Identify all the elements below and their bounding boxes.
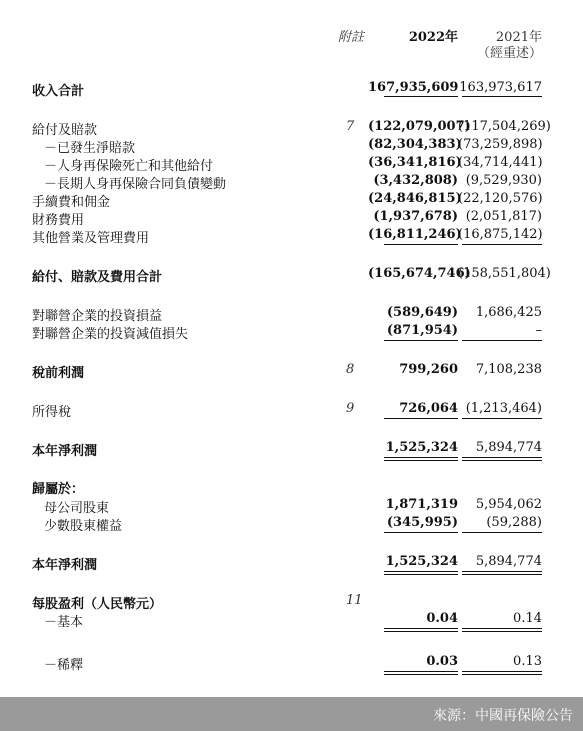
value-2022: (36,341,816)	[368, 155, 462, 170]
value-2021: (1,213,464)	[465, 401, 542, 416]
row-label: 對聯營企業的投資減值損失	[32, 327, 189, 342]
statement-row	[0, 362, 583, 380]
value-2022: 726,064	[399, 401, 458, 416]
value-2022: (82,304,383)	[368, 137, 462, 152]
statement-row	[0, 305, 583, 323]
value-2022: 0.04	[426, 611, 458, 626]
value-2022: (1,937,678)	[373, 209, 458, 224]
statement-row	[0, 266, 583, 284]
row-note: 9	[346, 401, 355, 416]
statement-row	[0, 478, 583, 496]
value-2021: 5,954,062	[475, 497, 542, 512]
value-2022: 799,260	[399, 362, 458, 377]
statement-row	[0, 173, 583, 191]
value-2022: 167,935,609	[368, 80, 459, 95]
row-label: 本年淨利潤	[32, 558, 98, 573]
value-2022: (589,649)	[386, 305, 458, 320]
value-2022: 1,525,324	[385, 554, 458, 569]
row-label: 收入合計	[32, 84, 85, 99]
row-note: 7	[346, 119, 355, 134]
value-2021: (22,120,576)	[458, 191, 543, 206]
row-label: －稀釋	[44, 658, 84, 673]
value-2022: (871,954)	[386, 323, 458, 338]
row-label: 給付及賠款	[32, 123, 98, 138]
row-label: 手續費和佣金	[32, 195, 111, 210]
value-2021: 7,108,238	[475, 362, 542, 377]
value-2022: (345,995)	[386, 515, 458, 530]
row-label: 本年淨利潤	[32, 444, 98, 459]
statement-row	[0, 137, 583, 155]
value-2021: (9,529,930)	[465, 173, 542, 188]
year-2021-header: 2021年	[495, 30, 542, 45]
value-2021: 5,894,774	[475, 440, 542, 455]
statement-row	[0, 497, 583, 515]
value-2022: 0.03	[426, 654, 458, 669]
row-label: 所得稅	[32, 405, 72, 420]
value-2022: 1,525,324	[385, 440, 458, 455]
statement-row	[0, 227, 583, 245]
double-underline	[462, 671, 542, 675]
row-label: －人身再保險死亡和其他給付	[44, 159, 214, 174]
year-2022-header: 2022年	[408, 30, 458, 45]
note-column-header: 附註	[338, 30, 365, 45]
value-2021: (59,288)	[486, 515, 542, 530]
value-2021: 1,686,425	[475, 305, 542, 320]
value-2021: (16,875,142)	[458, 227, 543, 242]
double-underline	[384, 457, 458, 461]
value-2022: (24,846,815)	[368, 191, 462, 206]
value-2022: 1,871,319	[385, 497, 458, 512]
value-2021: 0.13	[513, 654, 542, 669]
statement-row	[0, 155, 583, 173]
value-2021: (2,051,817)	[465, 209, 542, 224]
underline	[384, 418, 458, 419]
underline	[462, 418, 542, 419]
double-underline	[462, 457, 542, 461]
value-2021: (34,714,441)	[458, 155, 543, 170]
row-label: 歸屬於：	[32, 482, 85, 497]
row-label: －長期人身再保險合同負債變動	[44, 177, 227, 192]
row-label: －基本	[44, 615, 84, 630]
statement-row	[0, 654, 583, 672]
underline	[462, 532, 542, 533]
row-label: 母公司股東	[44, 501, 110, 516]
double-underline	[384, 671, 458, 675]
statement-row	[0, 191, 583, 209]
underline	[384, 340, 458, 341]
value-2021: 5,894,774	[475, 554, 542, 569]
double-underline	[462, 628, 542, 632]
statement-row	[0, 611, 583, 629]
underline	[384, 96, 458, 97]
source-footer	[0, 697, 583, 731]
source-text: 來源：中國再保險公告	[433, 708, 573, 724]
row-label: 財務費用	[32, 213, 85, 228]
value-2022: (16,811,246)	[368, 227, 462, 242]
row-label: 每股盈利（人民幣元）	[32, 597, 163, 612]
value-2021: 163,973,617	[459, 80, 542, 95]
row-label: 對聯營企業的投資損益	[32, 309, 163, 324]
statement-row	[0, 323, 583, 341]
double-underline	[384, 571, 458, 575]
restated-label: （經重述）	[476, 46, 542, 61]
value-2021: (158,551,804)	[458, 266, 551, 281]
underline	[462, 340, 542, 341]
value-2021: –	[535, 323, 542, 338]
statement-row	[0, 593, 583, 611]
row-label: －已發生淨賠款	[44, 141, 136, 156]
underline	[384, 532, 458, 533]
row-label: 少數股東權益	[44, 519, 123, 534]
statement-row	[0, 209, 583, 227]
underline	[384, 244, 458, 245]
value-2021: 0.14	[513, 611, 542, 626]
value-2022: (3,432,808)	[373, 173, 458, 188]
value-2021: (73,259,898)	[458, 137, 543, 152]
value-2022: (122,079,007)	[368, 119, 471, 134]
row-note: 11	[346, 593, 363, 608]
underline	[462, 244, 542, 245]
statement-row	[0, 119, 583, 137]
value-2021: (117,504,269)	[458, 119, 551, 134]
row-label: 給付、賠款及費用合計	[32, 270, 163, 285]
underline	[462, 96, 542, 97]
statement-row	[0, 554, 583, 572]
row-label: 稅前利潤	[32, 366, 85, 381]
double-underline	[384, 628, 458, 632]
double-underline	[462, 571, 542, 575]
statement-row	[0, 440, 583, 458]
row-note: 8	[346, 362, 355, 377]
statement-row	[0, 401, 583, 419]
statement-row	[0, 515, 583, 533]
row-label: 其他營業及管理費用	[32, 231, 150, 246]
value-2022: (165,674,746)	[368, 266, 471, 281]
